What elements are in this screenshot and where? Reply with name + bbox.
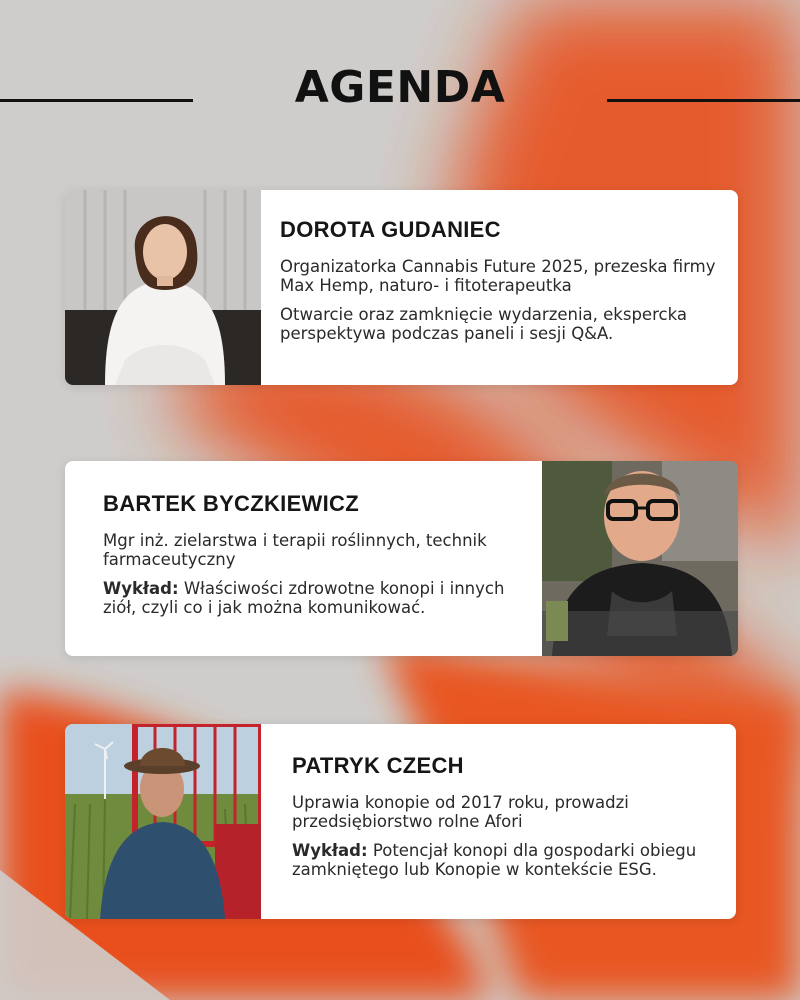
speaker-desc-text-3: Potencjał konopi dla gospodarki obiegu zamkniętego lub Konopie w kontekście ESG. xyxy=(292,841,697,879)
speaker-role-1: Organizatorka Cannabis Future 2025, prezeska firmy Max Hemp, naturo- i fitoterapeutka xyxy=(280,257,716,295)
speaker-card-3 xyxy=(65,724,736,919)
speaker-name-3: PATRYK CZECH xyxy=(292,753,464,778)
speaker-role-2: Mgr inż. zielarstwa i terapii roślinnych, technik farmaceutyczny xyxy=(103,531,487,569)
speaker-photo-1 xyxy=(65,190,261,385)
speaker-photo-3 xyxy=(65,724,261,919)
speaker-card-2 xyxy=(65,461,738,656)
speaker-card-1 xyxy=(65,190,738,385)
speaker-name-2: BARTEK BYCZKIEWICZ xyxy=(103,491,359,516)
speaker-desc-label-2: Wykład: xyxy=(103,579,179,598)
speaker-desc-1 xyxy=(280,305,720,343)
speaker-photo-2 xyxy=(542,461,738,656)
page-title: AGENDA xyxy=(294,62,506,113)
speaker-role-3: Uprawia konopie od 2017 roku, prowadzi przedsiębiorstwo rolne Afori xyxy=(292,793,629,831)
speaker-name-1: DOROTA GUDANIEC xyxy=(280,217,501,242)
speaker-desc-label-3: Wykład: xyxy=(292,841,368,860)
speaker-desc-text-2: Właściwości zdrowotne konopi i innych ziół, czyli co i jak można komunikować. xyxy=(103,579,505,617)
speaker-desc-text-1: Otwarcie oraz zamknięcie wydarzenia, ekspercka perspektywa podczas paneli i sesji Q&A. xyxy=(280,305,687,343)
speaker-desc-3 xyxy=(292,841,722,879)
speaker-desc-2 xyxy=(103,579,533,617)
